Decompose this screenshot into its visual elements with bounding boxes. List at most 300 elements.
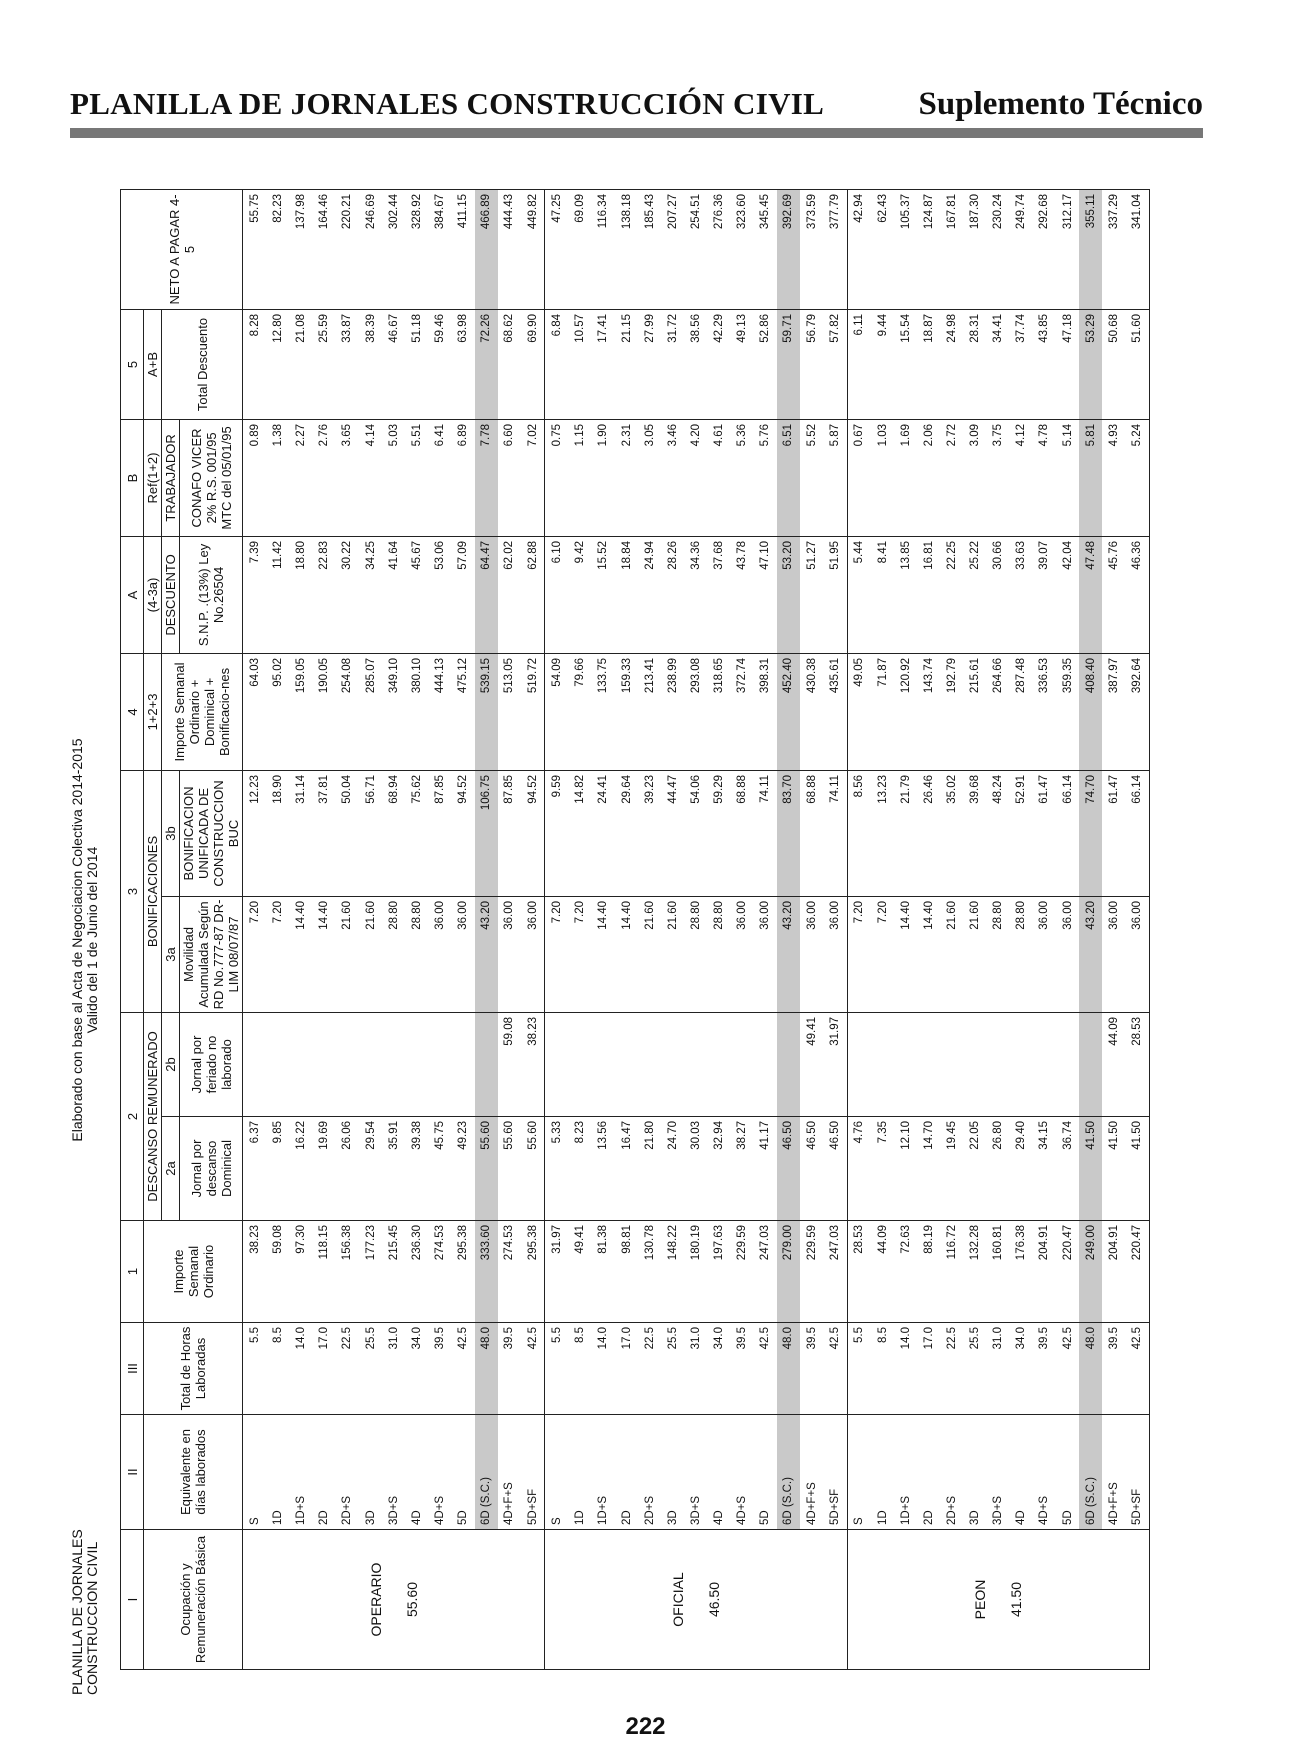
value-cell: 59.46	[428, 309, 451, 419]
value-cell: 43.20	[777, 896, 800, 1012]
col-num: A	[121, 536, 144, 653]
value-cell: 9.42	[569, 536, 592, 653]
value-cell: 94.52	[521, 770, 545, 896]
page-header-title: PLANILLA DE JORNALES CONSTRUCCIÓN CIVIL	[70, 86, 825, 121]
value-cell: 68.88	[800, 770, 823, 896]
value-cell: 36.00	[800, 896, 823, 1012]
value-cell: 11.42	[266, 536, 289, 653]
value-cell: 39.5	[1102, 1323, 1125, 1415]
table-row	[964, 189, 987, 1669]
value-cell: 49.41	[569, 1221, 592, 1323]
value-cell: 28.80	[987, 896, 1010, 1012]
days-label-cell: 6D (S.C.)	[777, 1415, 800, 1530]
value-cell: 411.15	[451, 189, 474, 309]
value-cell: 180.19	[684, 1221, 707, 1323]
rotated-wage-table-area	[70, 180, 1160, 1700]
value-cell	[615, 1012, 638, 1116]
value-cell: 287.48	[1010, 653, 1033, 770]
value-cell: 7.20	[545, 896, 569, 1012]
value-cell: 82.23	[266, 189, 289, 309]
col-header-dominical: Jornal por descanso Dominical	[180, 1117, 243, 1221]
value-cell: 39.38	[405, 1117, 428, 1221]
value-cell: 56.71	[359, 770, 382, 896]
value-cell: 41.50	[1079, 1117, 1102, 1221]
value-cell: 21.60	[661, 896, 684, 1012]
value-cell: 31.97	[545, 1221, 569, 1323]
value-cell: 177.23	[359, 1221, 382, 1323]
value-cell: 42.5	[1125, 1323, 1149, 1415]
value-cell: 430.38	[800, 653, 823, 770]
days-label-cell: 3D+S	[684, 1415, 707, 1530]
value-cell: 48.0	[475, 1323, 498, 1415]
value-cell: 2.27	[290, 419, 313, 536]
days-label-cell: 5D	[754, 1415, 777, 1530]
value-cell: 17.0	[615, 1323, 638, 1415]
value-cell: 41.64	[382, 536, 405, 653]
days-label-cell: 4D	[1010, 1415, 1033, 1530]
table-row	[777, 189, 800, 1669]
value-cell: 44.47	[661, 770, 684, 896]
value-cell: 74.11	[823, 770, 847, 896]
days-label-cell: 3D	[964, 1415, 987, 1530]
value-cell: 28.80	[684, 896, 707, 1012]
value-cell: 38.23	[243, 1221, 267, 1323]
value-cell: 5.5	[243, 1323, 267, 1415]
value-cell: 435.61	[823, 653, 847, 770]
value-cell	[964, 1012, 987, 1116]
value-cell: 43.85	[1033, 309, 1056, 419]
value-cell: 49.05	[847, 653, 871, 770]
value-cell: 37.74	[1010, 309, 1033, 419]
value-cell: 54.09	[545, 653, 569, 770]
value-cell: 39.5	[800, 1323, 823, 1415]
value-cell: 2.76	[313, 419, 336, 536]
value-cell: 43.20	[1079, 896, 1102, 1012]
value-cell: 79.66	[569, 653, 592, 770]
value-cell: 55.60	[521, 1117, 545, 1221]
value-cell: 47.25	[545, 189, 569, 309]
table-row	[266, 189, 289, 1669]
value-cell: 398.31	[754, 653, 777, 770]
value-cell: 69.09	[569, 189, 592, 309]
value-cell: 333.60	[475, 1221, 498, 1323]
value-cell: 7.02	[521, 419, 545, 536]
value-cell	[592, 1012, 615, 1116]
value-cell: 51.27	[800, 536, 823, 653]
value-cell	[313, 1012, 336, 1116]
col-header-total-descuento: Total Descuento	[162, 309, 243, 419]
page-header-section: Suplemento Técnico	[918, 86, 1203, 122]
value-cell: 295.38	[521, 1221, 545, 1323]
value-cell: 98.81	[615, 1221, 638, 1323]
value-cell: 341.04	[1125, 189, 1149, 309]
value-cell: 55.60	[498, 1117, 521, 1221]
value-cell: 45.76	[1102, 536, 1125, 653]
table-row	[638, 189, 661, 1669]
value-cell: 105.37	[894, 189, 917, 309]
value-cell: 37.81	[313, 770, 336, 896]
days-label-cell: 3D	[661, 1415, 684, 1530]
table-row	[917, 189, 940, 1669]
value-cell: 513.05	[498, 653, 521, 770]
value-cell: 43.78	[731, 536, 754, 653]
value-cell: 56.79	[800, 309, 823, 419]
col-header-total-importe: Importe Semanal Ordinario + Dominical + Bonificacio-nes	[162, 653, 243, 770]
value-cell	[266, 1012, 289, 1116]
value-cell: 69.90	[521, 309, 545, 419]
value-cell: 36.74	[1056, 1117, 1079, 1221]
value-cell: 159.33	[615, 653, 638, 770]
value-cell: 254.08	[336, 653, 359, 770]
value-cell: 220.47	[1056, 1221, 1079, 1323]
value-cell	[894, 1012, 917, 1116]
value-cell: 29.54	[359, 1117, 382, 1221]
value-cell: 44.09	[871, 1221, 894, 1323]
value-cell: 53.20	[777, 536, 800, 653]
value-cell: 373.59	[800, 189, 823, 309]
value-cell	[684, 1012, 707, 1116]
value-cell: 51.60	[1125, 309, 1149, 419]
value-cell: 31.0	[987, 1323, 1010, 1415]
value-cell: 38.56	[684, 309, 707, 419]
value-cell: 16.47	[615, 1117, 638, 1221]
value-cell: 4.20	[684, 419, 707, 536]
value-cell: 7.20	[847, 896, 871, 1012]
value-cell: 274.53	[428, 1221, 451, 1323]
wage-table-body	[243, 189, 1150, 1669]
value-cell: 9.44	[871, 309, 894, 419]
value-cell: 24.98	[940, 309, 963, 419]
table-row	[521, 189, 545, 1669]
value-cell: 5.36	[731, 419, 754, 536]
value-cell: 14.40	[615, 896, 638, 1012]
value-cell: 2.06	[917, 419, 940, 536]
value-cell: 39.5	[1033, 1323, 1056, 1415]
value-cell: 29.40	[1010, 1117, 1033, 1221]
value-cell: 25.59	[313, 309, 336, 419]
value-cell: 59.29	[707, 770, 730, 896]
value-cell: 28.80	[405, 896, 428, 1012]
value-cell: 8.5	[569, 1323, 592, 1415]
group-header-descuento: DESCUENTO	[162, 536, 180, 653]
value-cell: 187.30	[964, 189, 987, 309]
note-line: CONSTRUCCION CIVIL	[84, 1541, 100, 1695]
value-cell: 355.11	[1079, 189, 1102, 309]
value-cell: 14.82	[569, 770, 592, 896]
days-label-cell: 2D+S	[940, 1415, 963, 1530]
value-cell: 148.22	[661, 1221, 684, 1323]
value-cell: 48.0	[1079, 1323, 1102, 1415]
occupation-name: OPERARIO	[367, 1562, 384, 1637]
value-cell: 336.53	[1033, 653, 1056, 770]
value-cell: 30.22	[336, 536, 359, 653]
value-cell: 345.45	[754, 189, 777, 309]
value-cell: 192.79	[940, 653, 963, 770]
table-row	[290, 189, 313, 1669]
value-cell: 285.07	[359, 653, 382, 770]
value-cell: 8.41	[871, 536, 894, 653]
value-cell: 71.87	[871, 653, 894, 770]
value-cell: 6.10	[545, 536, 569, 653]
value-cell: 132.28	[964, 1221, 987, 1323]
value-cell: 35.91	[382, 1117, 405, 1221]
value-cell: 21.60	[359, 896, 382, 1012]
value-cell: 247.03	[754, 1221, 777, 1323]
value-cell: 22.05	[964, 1117, 987, 1221]
value-cell: 30.03	[684, 1117, 707, 1221]
col-num: I	[121, 1530, 144, 1670]
value-cell: 14.70	[917, 1117, 940, 1221]
value-cell: 408.40	[1079, 653, 1102, 770]
value-cell: 39.68	[964, 770, 987, 896]
value-cell	[451, 1012, 474, 1116]
days-label-cell: 1D	[871, 1415, 894, 1530]
days-label-cell: 1D	[266, 1415, 289, 1530]
value-cell: 34.36	[684, 536, 707, 653]
value-cell: 42.5	[521, 1323, 545, 1415]
occupation-cell	[545, 1530, 847, 1670]
value-cell: 51.95	[823, 536, 847, 653]
col-header-occupation: Ocupación y Remuneración Básica	[144, 1530, 243, 1670]
table-row	[498, 189, 521, 1669]
col-num: 2	[121, 1012, 144, 1220]
days-label-cell: 2D+S	[336, 1415, 359, 1530]
value-cell: 48.24	[987, 770, 1010, 896]
value-cell: 97.30	[290, 1221, 313, 1323]
table-row	[382, 189, 405, 1669]
value-cell: 133.75	[592, 653, 615, 770]
value-cell: 13.56	[592, 1117, 615, 1221]
value-cell: 118.15	[313, 1221, 336, 1323]
table-row	[1125, 189, 1149, 1669]
value-cell: 238.99	[661, 653, 684, 770]
value-cell: 66.14	[1056, 770, 1079, 896]
value-cell: 72.63	[894, 1221, 917, 1323]
value-cell: 4.93	[1102, 419, 1125, 536]
days-label-cell: 1D+S	[290, 1415, 313, 1530]
value-cell: 66.14	[1125, 770, 1149, 896]
value-cell: 229.59	[800, 1221, 823, 1323]
days-label-cell: 4D	[707, 1415, 730, 1530]
table-row	[615, 189, 638, 1669]
value-cell: 249.74	[1010, 189, 1033, 309]
col-num: 5	[121, 309, 144, 419]
value-cell: 8.5	[266, 1323, 289, 1415]
value-cell: 213.41	[638, 653, 661, 770]
value-cell	[707, 1012, 730, 1116]
table-row	[1056, 189, 1079, 1669]
occupation-cell	[847, 1530, 1149, 1670]
value-cell: 7.78	[475, 419, 498, 536]
value-cell: 6.41	[428, 419, 451, 536]
table-row	[847, 189, 871, 1669]
value-cell: 26.06	[336, 1117, 359, 1221]
value-cell: 17.41	[592, 309, 615, 419]
value-cell: 36.00	[754, 896, 777, 1012]
value-cell: 24.41	[592, 770, 615, 896]
note-line: Elaborado con base al Acta de Negociacion Colectiva 2014-2015	[69, 738, 85, 1142]
value-cell: 392.64	[1125, 653, 1149, 770]
value-cell: 8.28	[243, 309, 267, 419]
value-cell: 292.68	[1033, 189, 1056, 309]
value-cell: 323.60	[731, 189, 754, 309]
value-cell: 204.91	[1033, 1221, 1056, 1323]
value-cell: 6.11	[847, 309, 871, 419]
value-cell	[871, 1012, 894, 1116]
days-label-cell: 4D+S	[731, 1415, 754, 1530]
value-cell: 328.92	[405, 189, 428, 309]
value-cell: 94.52	[451, 770, 474, 896]
value-cell: 19.69	[313, 1117, 336, 1221]
value-cell	[638, 1012, 661, 1116]
days-label-cell: 4D+S	[1033, 1415, 1056, 1530]
value-cell: 36.00	[1125, 896, 1149, 1012]
value-cell: 45.75	[428, 1117, 451, 1221]
value-cell: 160.81	[987, 1221, 1010, 1323]
value-cell	[428, 1012, 451, 1116]
value-cell: 295.38	[451, 1221, 474, 1323]
value-cell	[569, 1012, 592, 1116]
value-cell: 380.10	[405, 653, 428, 770]
value-cell: 164.46	[313, 189, 336, 309]
value-cell: 34.0	[1010, 1323, 1033, 1415]
value-cell: 12.23	[243, 770, 267, 896]
value-cell: 87.85	[428, 770, 451, 896]
value-cell: 392.69	[777, 189, 800, 309]
value-cell: 21.60	[964, 896, 987, 1012]
value-cell: 246.69	[359, 189, 382, 309]
value-cell: 3.65	[336, 419, 359, 536]
value-cell: 4.14	[359, 419, 382, 536]
value-cell: 39.5	[428, 1323, 451, 1415]
value-cell: 7.39	[243, 536, 267, 653]
value-cell: 26.46	[917, 770, 940, 896]
value-cell: 444.13	[428, 653, 451, 770]
value-cell: 25.22	[964, 536, 987, 653]
days-label-cell: 2D	[313, 1415, 336, 1530]
table-row	[359, 189, 382, 1669]
table-row	[754, 189, 777, 1669]
col-header-days: Equivalente en días laborados	[144, 1415, 243, 1530]
value-cell: 25.5	[661, 1323, 684, 1415]
value-cell: 59.08	[266, 1221, 289, 1323]
value-cell: 5.14	[1056, 419, 1079, 536]
col-header-hours: Total de Horas Laboradas	[144, 1323, 243, 1415]
col-code: 2b	[162, 1012, 180, 1116]
value-cell: 0.89	[243, 419, 267, 536]
value-cell: 36.00	[428, 896, 451, 1012]
col-num: 3	[121, 770, 144, 1012]
value-cell: 36.00	[1033, 896, 1056, 1012]
days-label-cell: 1D+S	[894, 1415, 917, 1530]
note-line: Valido del 1 de Junio del 2014	[84, 846, 100, 1034]
value-cell: 13.23	[871, 770, 894, 896]
value-cell: 75.62	[405, 770, 428, 896]
value-cell: 57.09	[451, 536, 474, 653]
days-label-cell: 2D	[615, 1415, 638, 1530]
value-cell: 6.60	[498, 419, 521, 536]
value-cell: 475.12	[451, 653, 474, 770]
value-cell: 87.85	[498, 770, 521, 896]
value-cell: 8.56	[847, 770, 871, 896]
value-cell: 5.03	[382, 419, 405, 536]
table-row	[428, 189, 451, 1669]
value-cell: 34.25	[359, 536, 382, 653]
days-label-cell: 1D+S	[592, 1415, 615, 1530]
col-header-buc: BONIFICACION UNIFICADA DE CONSTRUCCION BUC	[180, 770, 243, 896]
value-cell: 49.13	[731, 309, 754, 419]
occupation-wage: 46.50	[705, 1581, 722, 1618]
table-row	[940, 189, 963, 1669]
value-cell: 8.5	[871, 1323, 894, 1415]
value-cell: 15.54	[894, 309, 917, 419]
value-cell: 21.60	[638, 896, 661, 1012]
value-cell: 312.17	[1056, 189, 1079, 309]
value-cell: 4.12	[1010, 419, 1033, 536]
value-cell: 14.40	[592, 896, 615, 1012]
value-cell	[917, 1012, 940, 1116]
value-cell: 3.09	[964, 419, 987, 536]
value-cell	[1079, 1012, 1102, 1116]
value-cell: 176.38	[1010, 1221, 1033, 1323]
value-cell	[940, 1012, 963, 1116]
value-cell: 359.35	[1056, 653, 1079, 770]
value-cell: 38.39	[359, 309, 382, 419]
occupation-name: PEON	[972, 1579, 989, 1620]
table-row	[987, 189, 1010, 1669]
value-cell: 14.0	[894, 1323, 917, 1415]
value-cell: 51.18	[405, 309, 428, 419]
value-cell: 143.74	[917, 653, 940, 770]
value-cell: 5.24	[1125, 419, 1149, 536]
value-cell	[661, 1012, 684, 1116]
value-cell	[1056, 1012, 1079, 1116]
value-cell: 27.99	[638, 309, 661, 419]
value-cell: 116.34	[592, 189, 615, 309]
value-cell: 52.86	[754, 309, 777, 419]
value-cell: 1.03	[871, 419, 894, 536]
value-cell: 16.81	[917, 536, 940, 653]
value-cell: 36.00	[1056, 896, 1079, 1012]
value-cell: 3.75	[987, 419, 1010, 536]
value-cell: 215.61	[964, 653, 987, 770]
value-cell: 9.59	[545, 770, 569, 896]
col-header-movilidad: Movilidad Acumulada Según RD No.777-87 DR-LIM 08/07/87	[180, 896, 243, 1012]
value-cell: 387.97	[1102, 653, 1125, 770]
value-cell	[336, 1012, 359, 1116]
value-cell: 5.76	[754, 419, 777, 536]
value-cell: 31.97	[823, 1012, 847, 1116]
value-cell: 279.00	[777, 1221, 800, 1323]
value-cell: 17.0	[917, 1323, 940, 1415]
value-cell: 8.23	[569, 1117, 592, 1221]
value-cell	[405, 1012, 428, 1116]
value-cell: 74.70	[1079, 770, 1102, 896]
table-row	[475, 189, 498, 1669]
value-cell: 13.85	[894, 536, 917, 653]
value-cell: 41.50	[1102, 1117, 1125, 1221]
value-cell: 46.36	[1125, 536, 1149, 653]
value-cell: 3.05	[638, 419, 661, 536]
value-cell: 34.0	[405, 1323, 428, 1415]
value-cell: 5.5	[847, 1323, 871, 1415]
days-label-cell: 2D	[917, 1415, 940, 1530]
header-rule	[70, 128, 1203, 138]
value-cell: 42.5	[451, 1323, 474, 1415]
value-cell: 22.5	[336, 1323, 359, 1415]
table-row	[1102, 189, 1125, 1669]
value-cell: 36.00	[1102, 896, 1125, 1012]
